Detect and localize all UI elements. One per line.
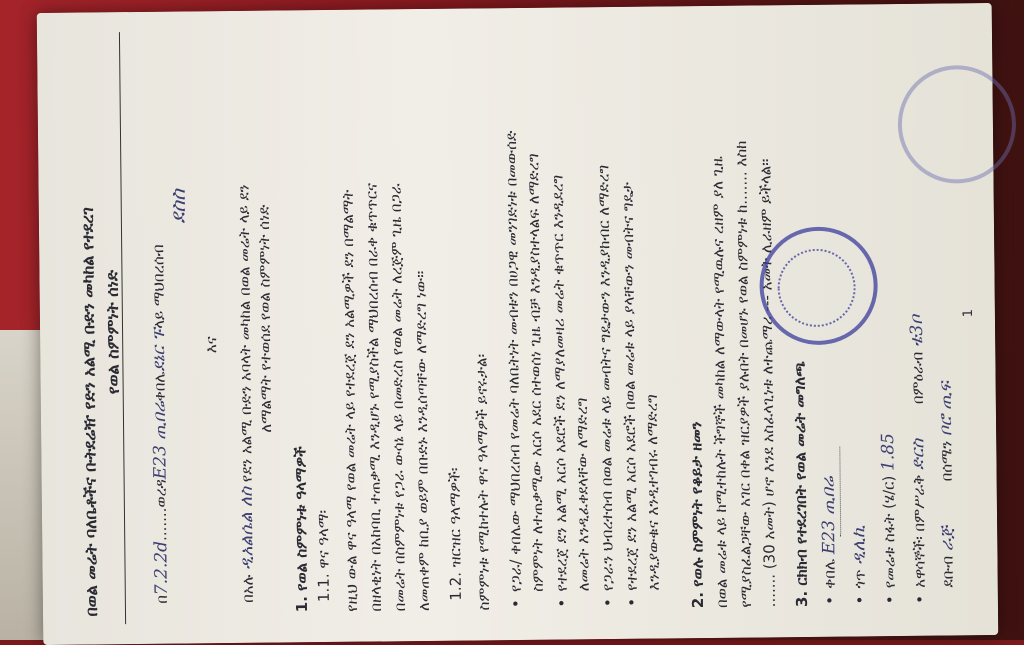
woreda-hand: E23 ጢበሬ [149,401,171,480]
section-1-2-lead: ስምምነቱ የሚከተሉት ዋና ዓላማዎች ይኖሩታል፡ [472,353,493,611]
date-end: ላይ ማህበረሰብ [149,244,169,329]
bullet-2-cont: ለመሬት እንዲፈቀደላቸው ለማድረግ [572,397,593,592]
date-line: በ7.2.2d.......ወረዳE23 ጢበሬቀበሌደኔር ፑላይ ማህበረሰብ [149,244,172,604]
section-2-line1: በወል መሬቱ ላይ ከሚተከሉት ችግኞች መካከል ለማውላት የሚዉሉና ረዘም ያለ ጊዜ [708,156,731,608]
para1-line1: የዚህ ውል ዋና ዓላማ የወል መሬት ላይ የተደረጀ ደን አልሚዎች ደን በማልማት [338,189,362,612]
para1-line2: በዘላቂነት በአከባቢ ተጠቃሚ እንዲሆኑ የሚያስችል ማህበረሰብ በራቀ ቁጥጥርና [362,182,386,612]
land-area-row [879,433,899,588]
west-border-label: በምዕራብ [908,351,927,405]
bullet-3: • የጋራን ህብረተሰብ በወል መሬቱ ላይ መብትና ግዴታውን እንዲያከብር ለማድረግ [594,165,616,591]
area-label: የመሬቱ ስፋት (ሄ/ር) [879,475,899,589]
section-1-1-heading: 1.1. ዋና ዓላማ፡ [313,509,333,603]
document-page [37,3,999,645]
intro-line-2: ለማልማት የተወሰደ የወል ስምምነት ሰነድ [254,204,276,433]
document-title: በወል መሬት ባለቤቶችና ቡትደሬዥ የድን አልሚ ቡድን መካከል የተደረገ [77,207,102,617]
rotated-text-canvas [37,3,999,645]
bullet-2: • የተደረጀ ደን አልሚ አርሶ አደሮች ደን ለማያለመዛሪ መሬት ቁጥጥር እንዲደረግ [548,175,570,592]
para1-line4: ለመጠቀም ከቢያ ወይም በቡድኑ እንዲሰጣቸው ለማድረግ ነው፡፡ [411,270,433,612]
got-value: ዲሊኪ [849,525,870,565]
north-border-label: በሰሜን [937,440,956,482]
top-signature: ደስስ [165,189,190,224]
kebele-hand: ደኔር ፑ [149,328,170,372]
land-kebele-row [820,476,839,589]
date-mid: ወረዳ [151,479,170,508]
land-south-row [937,381,957,588]
land-borders-row [908,315,929,588]
section-3-title: 3. ርክክብ የተደረገበት የወል መሬት መግለጫ [790,361,811,608]
bullet-4: • የተደረጀ ደን አልሚ አርሶ አደሮች በወል መሬቱ ላይ ያላቸውን መብትና ግዴታ [619,182,641,591]
intro-hand: ዲአልሴል ለስ [236,486,258,571]
bullet-4-cont: እንዲያውቁና እንዲተገብሩ ለማድረግ [642,394,663,591]
kebele-word: ቀበሌ [150,371,169,402]
area-value: 1.85 [878,432,899,472]
intro-prefix: በአሉ [238,574,257,603]
intro-text: የደን አልሚ ቡድን አባላት መካከል በወል መሬት ላይ ደን [234,184,256,483]
kebele-value: E23 ጢበሬ [818,476,840,555]
kebele-label: ቀበሌ [820,558,839,589]
kebele-fill-line [839,447,841,537]
date-prefix: በ [152,595,171,604]
date-hand-value: 7.2.2d [151,540,172,596]
north-border-value: ቦሮ ጢፍ [935,381,957,437]
intro-line [235,184,257,603]
agreement-label: የወል ስምምነት ሰነድ [102,269,123,395]
west-border-value: ቴ3ቦ [906,314,928,348]
got-label: ጎጥ [850,569,869,589]
section-2-line3: ....... (30 አመት) ሆኖ እንደ አስፈላጊነቱ ለተጨማሪ --- አመት ሊራዘም ይችላል፡፡ [756,158,779,608]
land-got-row [850,525,869,588]
section-2-line2: የሚያስፈልጋቸው አገር በቀል ዝርያዎች ያሉበት በመሆኑ የወል ስምምነቱ ከ....... እስከ [732,140,755,608]
page-number: 1 [960,308,976,318]
official-stamp-faded [897,65,1016,184]
east-border-label: አዋሳኞች፡ በምሥራቅ [909,474,929,588]
section-2-title: 2. የወሉ ስምምነት የቆይታ ዘመን [687,421,707,609]
section-1-title: 1. የወል ስምምነቱ ዓላማዎች [291,446,312,613]
bullet-1: • የጋራ/ ቀበሌው ማህበረሰብ የመሬት ባለቤትነት መብቱን በሀጋዊ መንገድነቱ በመውሰድ [502,131,525,593]
bullet-1-cont: ስምምነት ለተጠቃሚው አርሶ አደር ሰተወሰነ ጊዜ ብቻ እንዲያስተላልፍ ለማድረግ [524,153,547,592]
east-border-value: ድርስ [908,438,929,471]
south-border-label: ደቡብ [938,555,957,588]
para1-line3: በመሬት በስምምነቱ የጋራ ውሳኔ ላይ በመድረስ የወል መሬት ለረጅም ጊዜ በጋራ [386,183,410,612]
south-border-value: ራጅ [937,525,958,552]
official-stamp-main [759,226,878,345]
and-word: እና [202,336,221,354]
section-1-2-heading: 1.2. ዝርዝር ዓላማዎች፡ [445,467,465,601]
